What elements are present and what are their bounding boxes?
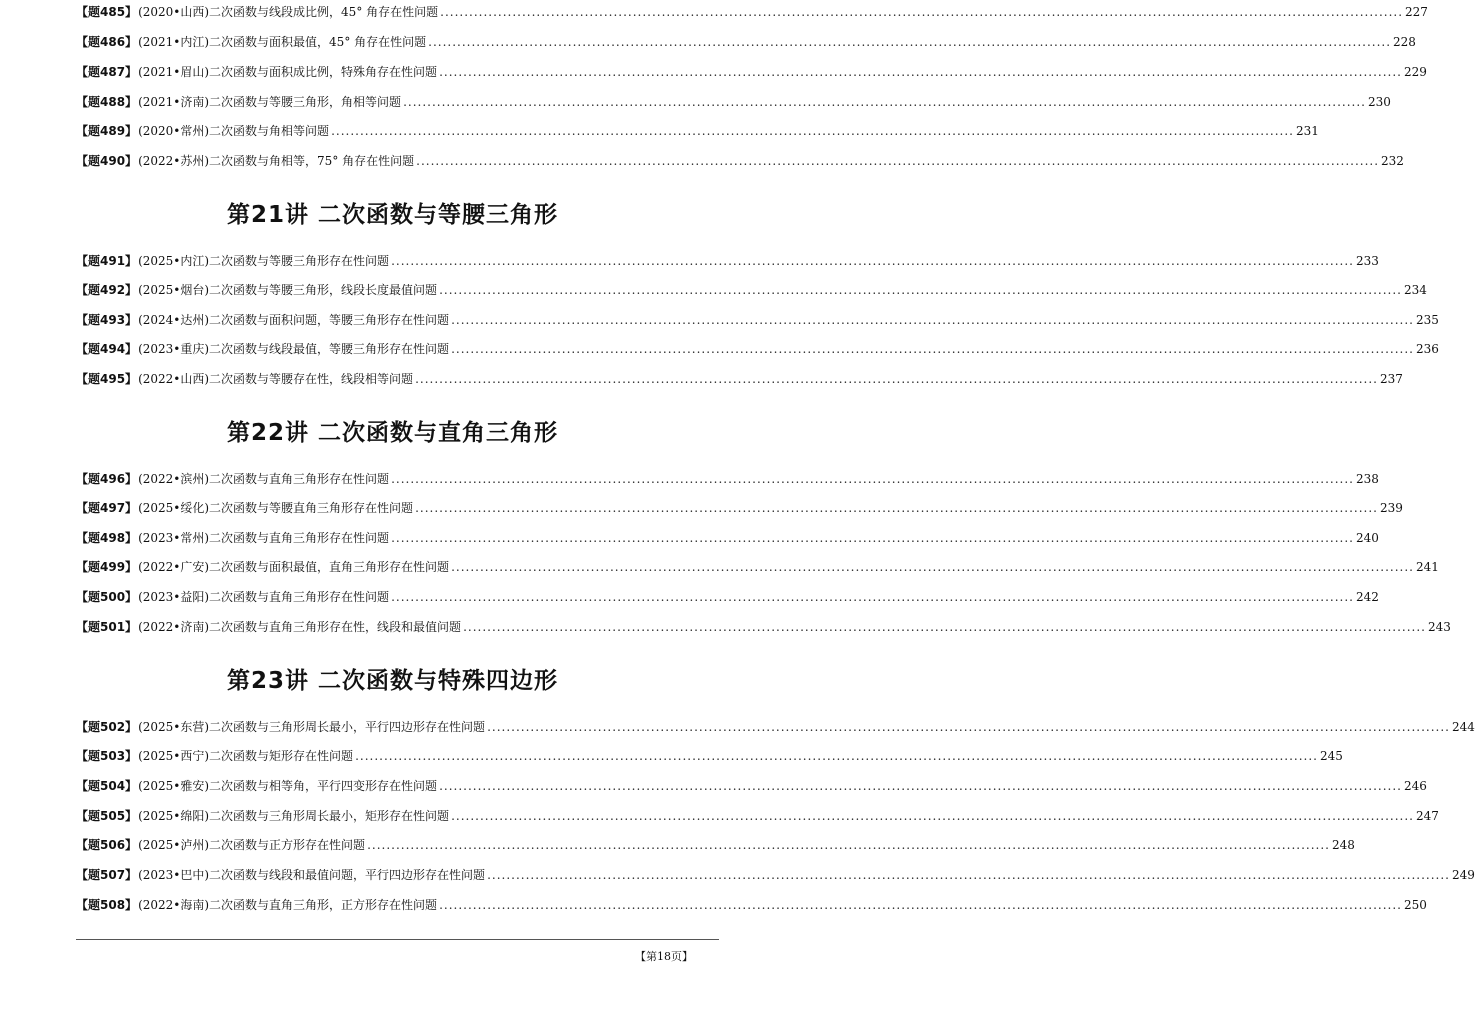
problem-title: 二次函数与等腰三角形，线段长度最值问题 [209,283,438,297]
problem-number: 【题487】 [76,65,138,79]
toc-entry[interactable] [76,309,1439,331]
toc-entry[interactable] [76,468,1379,490]
toc-entry[interactable] [76,716,1475,738]
page-number: 249 [1451,868,1475,882]
page-number: 233 [1355,254,1379,268]
problem-title: 二次函数与三角形周长最小，矩形存在性问题 [209,809,450,823]
toc-entry[interactable] [76,586,1379,608]
problem-title: 二次函数与相等角，平行四变形存在性问题 [209,779,438,793]
problem-source: (2022•苏州) [138,154,210,168]
dot-leader: ........................................................................................................................................................................................................ [415,372,1378,386]
problem-number: 【题495】 [76,372,138,386]
toc-entry[interactable] [76,894,1427,916]
toc-entry[interactable] [76,805,1439,827]
dot-leader: ........................................................................................................................................................................................................ [487,720,1450,734]
problem-title: 二次函数与矩形存在性问题 [209,749,354,763]
problem-title: 二次函数与等腰直角三角形存在性问题 [209,501,414,515]
problem-number: 【题485】 [76,5,138,19]
problem-title: 二次函数与面积成比例，特殊角存在性问题 [209,65,438,79]
page-number: 244 [1451,720,1475,734]
dot-leader: ........................................................................................................................................................................................................ [451,342,1414,356]
problem-number: 【题507】 [76,868,138,882]
toc-entry[interactable] [76,616,1451,638]
toc-entry[interactable] [76,91,1391,113]
problem-number: 【题498】 [76,531,138,545]
problem-title: 二次函数与等腰三角形，角相等问题 [209,95,402,109]
problem-source: (2025•绥化) [138,501,210,515]
toc-entry[interactable] [76,1,1428,23]
problem-title: 二次函数与等腰存在性，线段相等问题 [209,372,414,386]
page-number: 229 [1403,65,1427,79]
page-number: 246 [1403,779,1427,793]
toc-entry[interactable] [76,864,1475,886]
toc-entry[interactable] [76,745,1343,767]
problem-title: 二次函数与面积最值，直角三角形存在性问题 [209,560,450,574]
dot-leader: ........................................................................................................................................................................................................ [428,35,1392,49]
problem-title: 二次函数与面积最值，45° 角存在性问题 [209,35,427,49]
chapter-heading: 第21讲 二次函数与等腰三角形 [226,202,558,228]
toc-entry[interactable] [76,834,1355,856]
dot-leader: ........................................................................................................................................................................................................ [416,154,1380,168]
dot-leader: ........................................................................................................................................................................................................ [451,313,1414,327]
dot-leader: ........................................................................................................................................................................................................ [415,501,1378,515]
dot-leader: ........................................................................................................................................................................................................ [451,560,1414,574]
problem-source: (2025•西宁) [138,749,210,763]
page-number: 250 [1403,898,1427,912]
problem-title: 二次函数与角相等问题 [209,124,330,138]
dot-leader: ........................................................................................................................................................................................................ [439,65,1402,79]
dot-leader: ........................................................................................................................................................................................................ [463,620,1426,634]
toc-entry[interactable] [76,279,1427,301]
problem-number: 【题505】 [76,809,138,823]
dot-leader: ........................................................................................................................................................................................................ [355,749,1318,763]
problem-title: 二次函数与直角三角形存在性问题 [209,590,390,604]
problem-source: (2025•内江) [138,254,210,268]
dot-leader: ........................................................................................................................................................................................................ [391,472,1354,486]
toc-entry[interactable] [76,150,1404,172]
problem-title: 二次函数与正方形存在性问题 [209,838,366,852]
problem-source: (2025•雅安) [138,779,210,793]
page-number: 243 [1427,620,1451,634]
problem-source: (2022•滨州) [138,472,210,486]
problem-title: 二次函数与三角形周长最小，平行四边形存在性问题 [209,720,486,734]
page-number: 228 [1393,35,1416,49]
page-number: 242 [1355,590,1379,604]
toc-entry[interactable] [76,338,1439,360]
toc-entry[interactable] [76,556,1439,578]
chapter-heading: 第23讲 二次函数与特殊四边形 [226,668,558,694]
problem-source: (2021•济南) [138,95,210,109]
problem-number: 【题488】 [76,95,138,109]
dot-leader: ........................................................................................................................................................................................................ [439,283,1402,297]
dot-leader: ........................................................................................................................................................................................................ [439,898,1402,912]
page-number: 227 [1405,5,1428,19]
page-number: 234 [1403,283,1427,297]
page-number: 238 [1355,472,1379,486]
problem-number: 【题486】 [76,35,138,49]
problem-source: (2021•内江) [138,35,210,49]
problem-source: (2023•益阳) [138,590,210,604]
footer-divider [76,939,719,940]
page-number: 235 [1415,313,1439,327]
footer-page-number: 【第18页】 [635,950,693,963]
problem-number: 【题506】 [76,838,138,852]
problem-source: (2025•东营) [138,720,210,734]
problem-title: 二次函数与等腰三角形存在性问题 [209,254,390,268]
dot-leader: ........................................................................................................................................................................................................ [451,809,1414,823]
problem-title: 二次函数与直角三角形存在性问题 [209,472,390,486]
problem-title: 二次函数与直角三角形存在性，线段和最值问题 [209,620,462,634]
problem-title: 二次函数与线段成比例，45° 角存在性问题 [209,5,439,19]
dot-leader: ........................................................................................................................................................................................................ [391,590,1354,604]
toc-entry[interactable] [76,497,1403,519]
page-number: 231 [1295,124,1319,138]
problem-source: (2025•泸州) [138,838,210,852]
problem-number: 【题493】 [76,313,138,327]
dot-leader: ........................................................................................................................................................................................................ [403,95,1366,109]
problem-source: (2022•济南) [138,620,210,634]
problem-number: 【题490】 [76,154,138,168]
problem-source: (2020•常州) [138,124,210,138]
page-number: 248 [1331,838,1355,852]
toc-entry[interactable] [76,527,1379,549]
dot-leader: ........................................................................................................................................................................................................ [391,531,1354,545]
page-number: 241 [1415,560,1439,574]
problem-source: (2023•重庆) [138,342,210,356]
toc-entry[interactable] [76,250,1379,272]
toc-entry[interactable] [76,368,1403,390]
problem-title: 二次函数与直角三角形存在性问题 [209,531,390,545]
page-number: 230 [1367,95,1391,109]
problem-number: 【题494】 [76,342,138,356]
problem-number: 【题501】 [76,620,138,634]
problem-source: (2025•烟台) [138,283,210,297]
dot-leader: ........................................................................................................................................................................................................ [439,779,1402,793]
page-number: 240 [1355,531,1379,545]
page-number: 247 [1415,809,1439,823]
problem-title: 二次函数与角相等，75° 角存在性问题 [209,154,415,168]
problem-number: 【题491】 [76,254,138,268]
toc-entry[interactable] [76,120,1319,142]
page-number: 237 [1379,372,1403,386]
problem-number: 【题499】 [76,560,138,574]
dot-leader: ........................................................................................................................................................................................................ [331,124,1294,138]
problem-source: (2022•山西) [138,372,210,386]
problem-number: 【题502】 [76,720,138,734]
problem-number: 【题496】 [76,472,138,486]
problem-source: (2020•山西) [138,5,210,19]
problem-title: 二次函数与直角三角形，正方形存在性问题 [209,898,438,912]
problem-source: (2025•绵阳) [138,809,210,823]
problem-source: (2021•眉山) [138,65,210,79]
problem-number: 【题504】 [76,779,138,793]
page-number: 239 [1379,501,1403,515]
toc-entry[interactable] [76,31,1416,53]
problem-number: 【题489】 [76,124,138,138]
problem-source: (2022•广安) [138,560,210,574]
page-number: 232 [1381,154,1404,168]
problem-title: 二次函数与线段和最值问题，平行四边形存在性问题 [209,868,486,882]
dot-leader: ........................................................................................................................................................................................................ [367,838,1330,852]
problem-source: (2022•海南) [138,898,210,912]
dot-leader: ........................................................................................................................................................................................................ [391,254,1354,268]
chapter-heading: 第22讲 二次函数与直角三角形 [226,420,558,446]
problem-source: (2024•达州) [138,313,210,327]
problem-source: (2023•巴中) [138,868,210,882]
problem-title: 二次函数与线段最值，等腰三角形存在性问题 [209,342,450,356]
problem-source: (2023•常州) [138,531,210,545]
page-number: 245 [1319,749,1343,763]
problem-number: 【题503】 [76,749,138,763]
problem-number: 【题508】 [76,898,138,912]
toc-entry[interactable] [76,775,1427,797]
toc-entry[interactable] [76,61,1427,83]
problem-title: 二次函数与面积问题，等腰三角形存在性问题 [209,313,450,327]
dot-leader: ........................................................................................................................................................................................................ [487,868,1450,882]
dot-leader: ........................................................................................................................................................................................................ [440,5,1404,19]
page-number: 236 [1415,342,1439,356]
problem-number: 【题497】 [76,501,138,515]
problem-number: 【题500】 [76,590,138,604]
problem-number: 【题492】 [76,283,138,297]
